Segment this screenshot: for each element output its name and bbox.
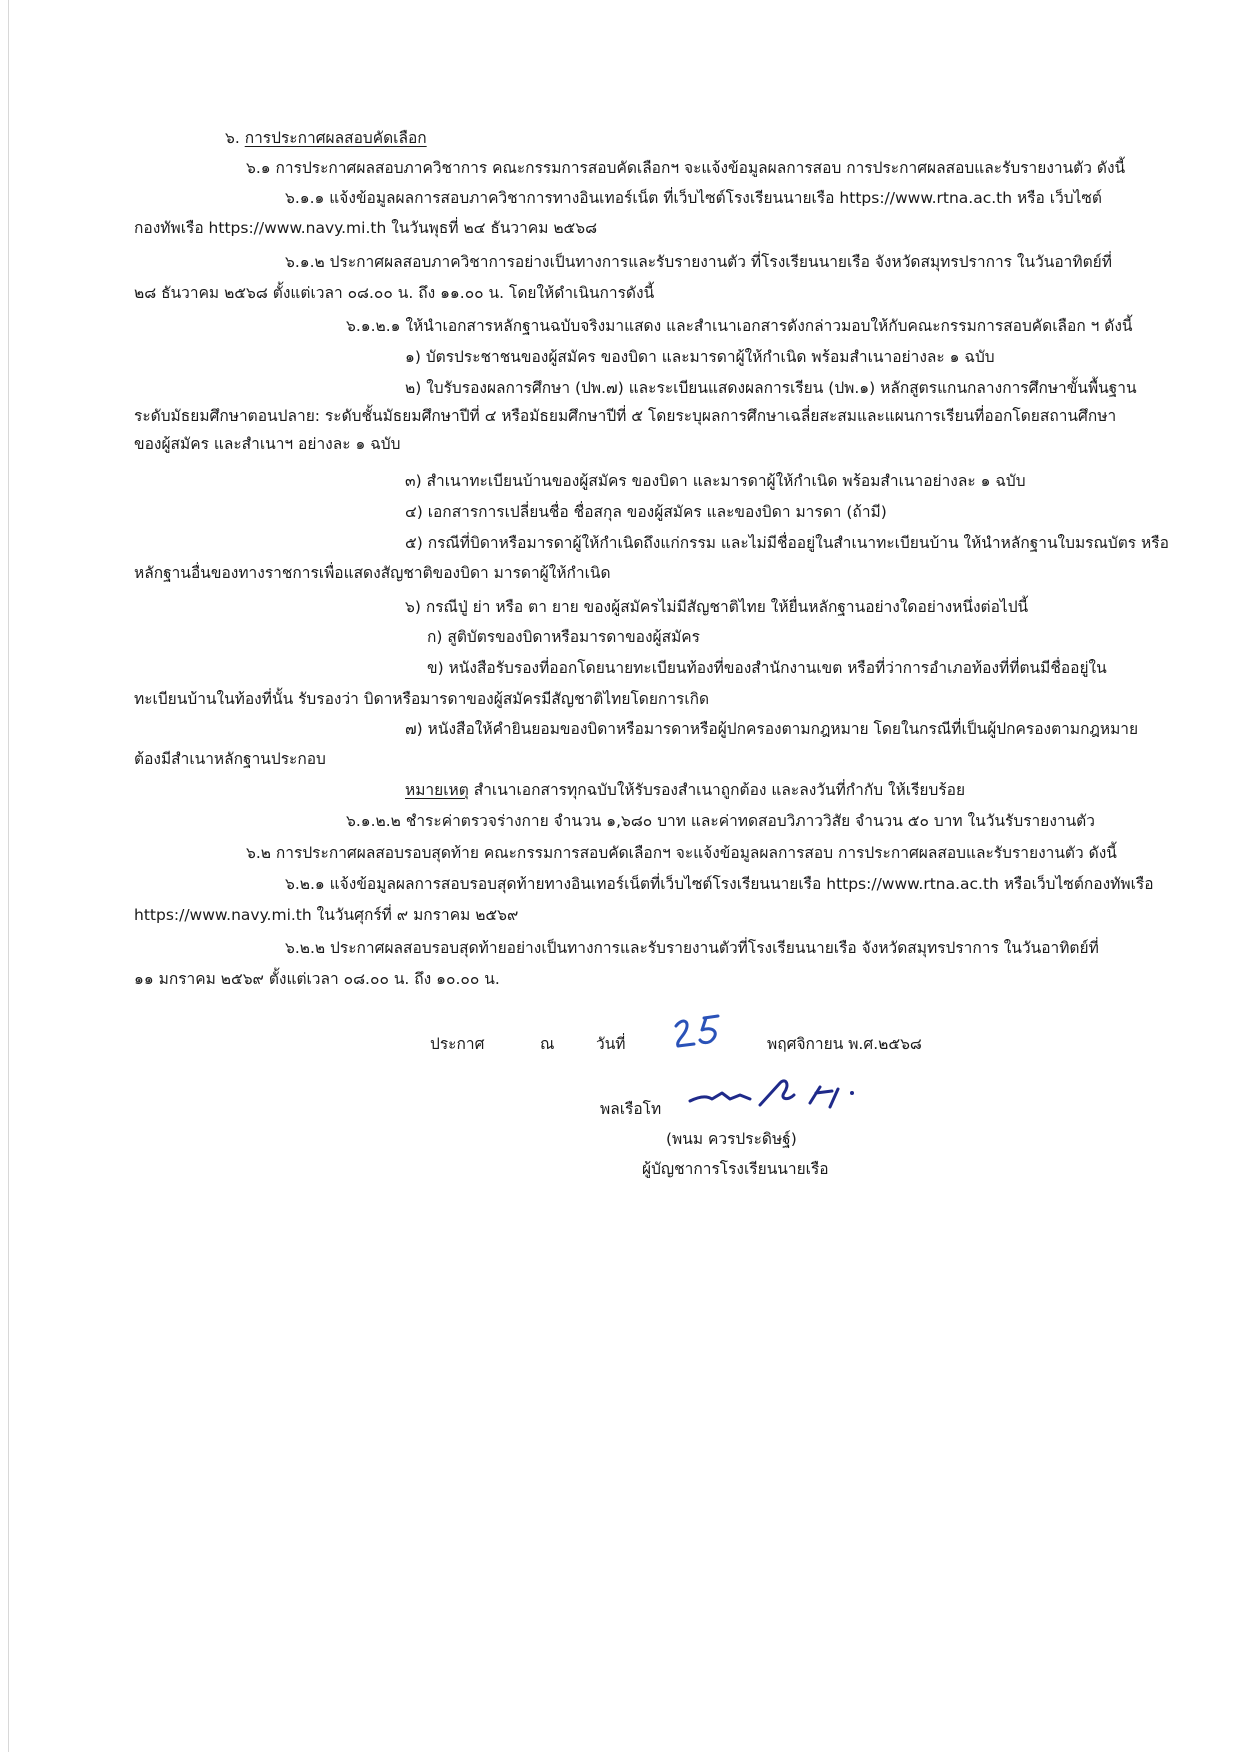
signer-name: (พนม ควรประดิษฐ์) (666, 1130, 797, 1148)
list-item-3: ๓) สำเนาทะเบียนบ้านของผู้สมัคร ของบิดา และมารดาผู้ให้กำเนิด พร้อมสำเนาอย่างละ ๑ ฉบับ (405, 472, 1026, 490)
list-item-1: ๑) บัตรประชาชนของผู้สมัคร ของบิดา และมารดาผู้ให้กำเนิด พร้อมสำเนาอย่างละ ๑ ฉบับ (405, 348, 995, 366)
list-item-6-b: ข) หนังสือรับรองที่ออกโดยนายทะเบียนท้องที่ของสำนักงานเขต หรือที่ว่าการอำเภอท้องที่ที่ตนมีชื่ออยู่ใน (427, 659, 1107, 677)
day-label: วันที่ (596, 1035, 626, 1053)
list-item-7: ๗) หนังสือให้คำยินยอมของบิดาหรือมารดาหรือผู้ปกครองตามกฎหมาย โดยในกรณีที่เป็นผู้ปกครองตามกฎหมาย (405, 720, 1139, 738)
paragraph-6-1-2-1: ๖.๑.๒.๑ ให้นำเอกสารหลักฐานฉบับจริงมาแสดง และสำเนาเอกสารดังกล่าวมอบให้กับคณะกรรมการสอบคัดเลือก ฯ ดังนี้ (346, 317, 1133, 335)
paragraph-6-2-2-cont: ๑๑ มกราคม ๒๕๖๙ ตั้งแต่เวลา ๐๘.๐๐ น. ถึง ๑๐.๐๐ น. (134, 970, 500, 988)
at-label: ณ (540, 1035, 555, 1053)
month-year: พฤศจิกายน พ.ศ.๒๕๖๘ (767, 1035, 922, 1053)
paragraph-6-1-1-cont: กองทัพเรือ https://www.navy.mi.th ในวันพุธที่ ๒๔ ธันวาคม ๒๕๖๘ (134, 219, 598, 237)
announce-label: ประกาศ (430, 1035, 485, 1053)
list-item-2: ๒) ใบรับรองผลการศึกษา (ปพ.๗) และระเบียนแสดงผลการเรียน (ปพ.๑) หลักสูตรแกนกลางการศึกษาขั้นพื้นฐาน (405, 379, 1137, 397)
list-item-2-cont-2: ของผู้สมัคร และสำเนาฯ อย่างละ ๑ ฉบับ (134, 435, 401, 453)
paragraph-6-2-1-cont: https://www.navy.mi.th ในวันศุกร์ที่ ๙ มกราคม ๒๕๖๙ (134, 906, 519, 924)
section-heading (225, 127, 427, 149)
list-item-4: ๔) เอกสารการเปลี่ยนชื่อ ชื่อสกุล ของผู้สมัคร และของบิดา มารดา (ถ้ามี) (405, 503, 887, 521)
rank-label: พลเรือโท (600, 1100, 662, 1118)
paragraph-6-2-2: ๖.๒.๒ ประกาศผลสอบรอบสุดท้ายอย่างเป็นทางการและรับรายงานตัวที่โรงเรียนนายเรือ จังหวัดสมุทรปราการ ในวันอาทิตย์ที่ (285, 939, 1099, 957)
paragraph-6-1-2-cont: ๒๘ ธันวาคม ๒๕๖๘ ตั้งแต่เวลา ๐๘.๐๐ น. ถึง ๑๑.๐๐ น. โดยให้ดำเนินการดังนี้ (134, 284, 655, 302)
list-item-7-cont: ต้องมีสำเนาหลักฐานประกอบ (134, 750, 326, 768)
signature-mark (680, 1073, 930, 1121)
paragraph-6-2: ๖.๒ การประกาศผลสอบรอบสุดท้าย คณะกรรมการสอบคัดเลือกฯ จะแจ้งข้อมูลผลการสอบ การประกาศผลสอบและรับรายงานตัว ดังนี้ (246, 844, 1117, 862)
list-item-2-cont: ระดับมัธยมศึกษาตอนปลาย: ระดับชั้นมัธยมศึกษาปีที่ ๔ หรือมัธยมศึกษาปีที่ ๕ โดยระบุผลการศึกษาเฉลี่ยสะสมและแผนการเรียนที่ออกโดยสถานศึกษา (134, 407, 1117, 425)
list-item-6-a: ก) สูติบัตรของบิดาหรือมารดาของผู้สมัคร (427, 628, 700, 646)
note-text: สำเนาเอกสารทุกฉบับให้รับรองสำเนาถูกต้อง และลงวันที่กำกับ ให้เรียบร้อย (473, 781, 966, 799)
paragraph-6-2-1: ๖.๒.๑ แจ้งข้อมูลผลการสอบรอบสุดท้ายทางอินเทอร์เน็ตที่เว็บไซต์โรงเรียนนายเรือ https://www.rtna.ac.th หรือเว็บไซต์กองทัพเรือ (285, 875, 1154, 893)
section-title: การประกาศผลสอบคัดเลือก (244, 129, 427, 147)
list-item-6-b-cont: ทะเบียนบ้านในท้องที่นั้น รับรองว่า บิดาหรือมารดาของผู้สมัครมีสัญชาติไทยโดยการเกิด (134, 690, 710, 708)
page-edge-line (8, 0, 9, 1752)
paragraph-6-1-2-2: ๖.๑.๒.๒ ชำระค่าตรวจร่างกาย จำนวน ๑,๖๘๐ บาท และค่าทดสอบวิภาววิสัย จำนวน ๕๐ บาท ในวันรับรายงานตัว (346, 812, 1095, 830)
section-number: ๖. (225, 129, 240, 147)
list-item-5: ๕) กรณีที่บิดาหรือมารดาผู้ให้กำเนิดถึงแก่กรรม และไม่มีชื่ออยู่ในสำเนาทะเบียนบ้าน ให้นำหลักฐานใบมรณบัตร หรือ (405, 534, 1169, 552)
note-label: หมายเหตุ (405, 781, 469, 799)
paragraph-6-1-2: ๖.๑.๒ ประกาศผลสอบภาควิชาการอย่างเป็นทางการและรับรายงานตัว ที่โรงเรียนนายเรือ จังหวัดสมุทรปราการ ในวันอาทิตย์ที่ (285, 253, 1112, 271)
list-item-6: ๖) กรณีปู่ ย่า หรือ ตา ยาย ของผู้สมัครไม่มีสัญชาติไทย ให้ยื่นหลักฐานอย่างใดอย่างหนึ่งต่อไปนี้ (405, 598, 1029, 616)
note-line (405, 779, 965, 801)
handwritten-day (668, 1008, 748, 1056)
list-item-5-cont: หลักฐานอื่นของทางราชการเพื่อแสดงสัญชาติของบิดา มารดาผู้ให้กำเนิด (134, 564, 611, 582)
signer-position: ผู้บัญชาการโรงเรียนนายเรือ (642, 1160, 829, 1178)
paragraph-6-1: ๖.๑ การประกาศผลสอบภาควิชาการ คณะกรรมการสอบคัดเลือกฯ จะแจ้งข้อมูลผลการสอบ การประกาศผลสอบและรับรายงานตัว ดังนี้ (246, 159, 1126, 177)
paragraph-6-1-1: ๖.๑.๑ แจ้งข้อมูลผลการสอบภาควิชาการทางอินเทอร์เน็ต ที่เว็บไซต์โรงเรียนนายเรือ https://www.rtna.ac.th หรือ เว็บไซต์ (285, 189, 1102, 207)
